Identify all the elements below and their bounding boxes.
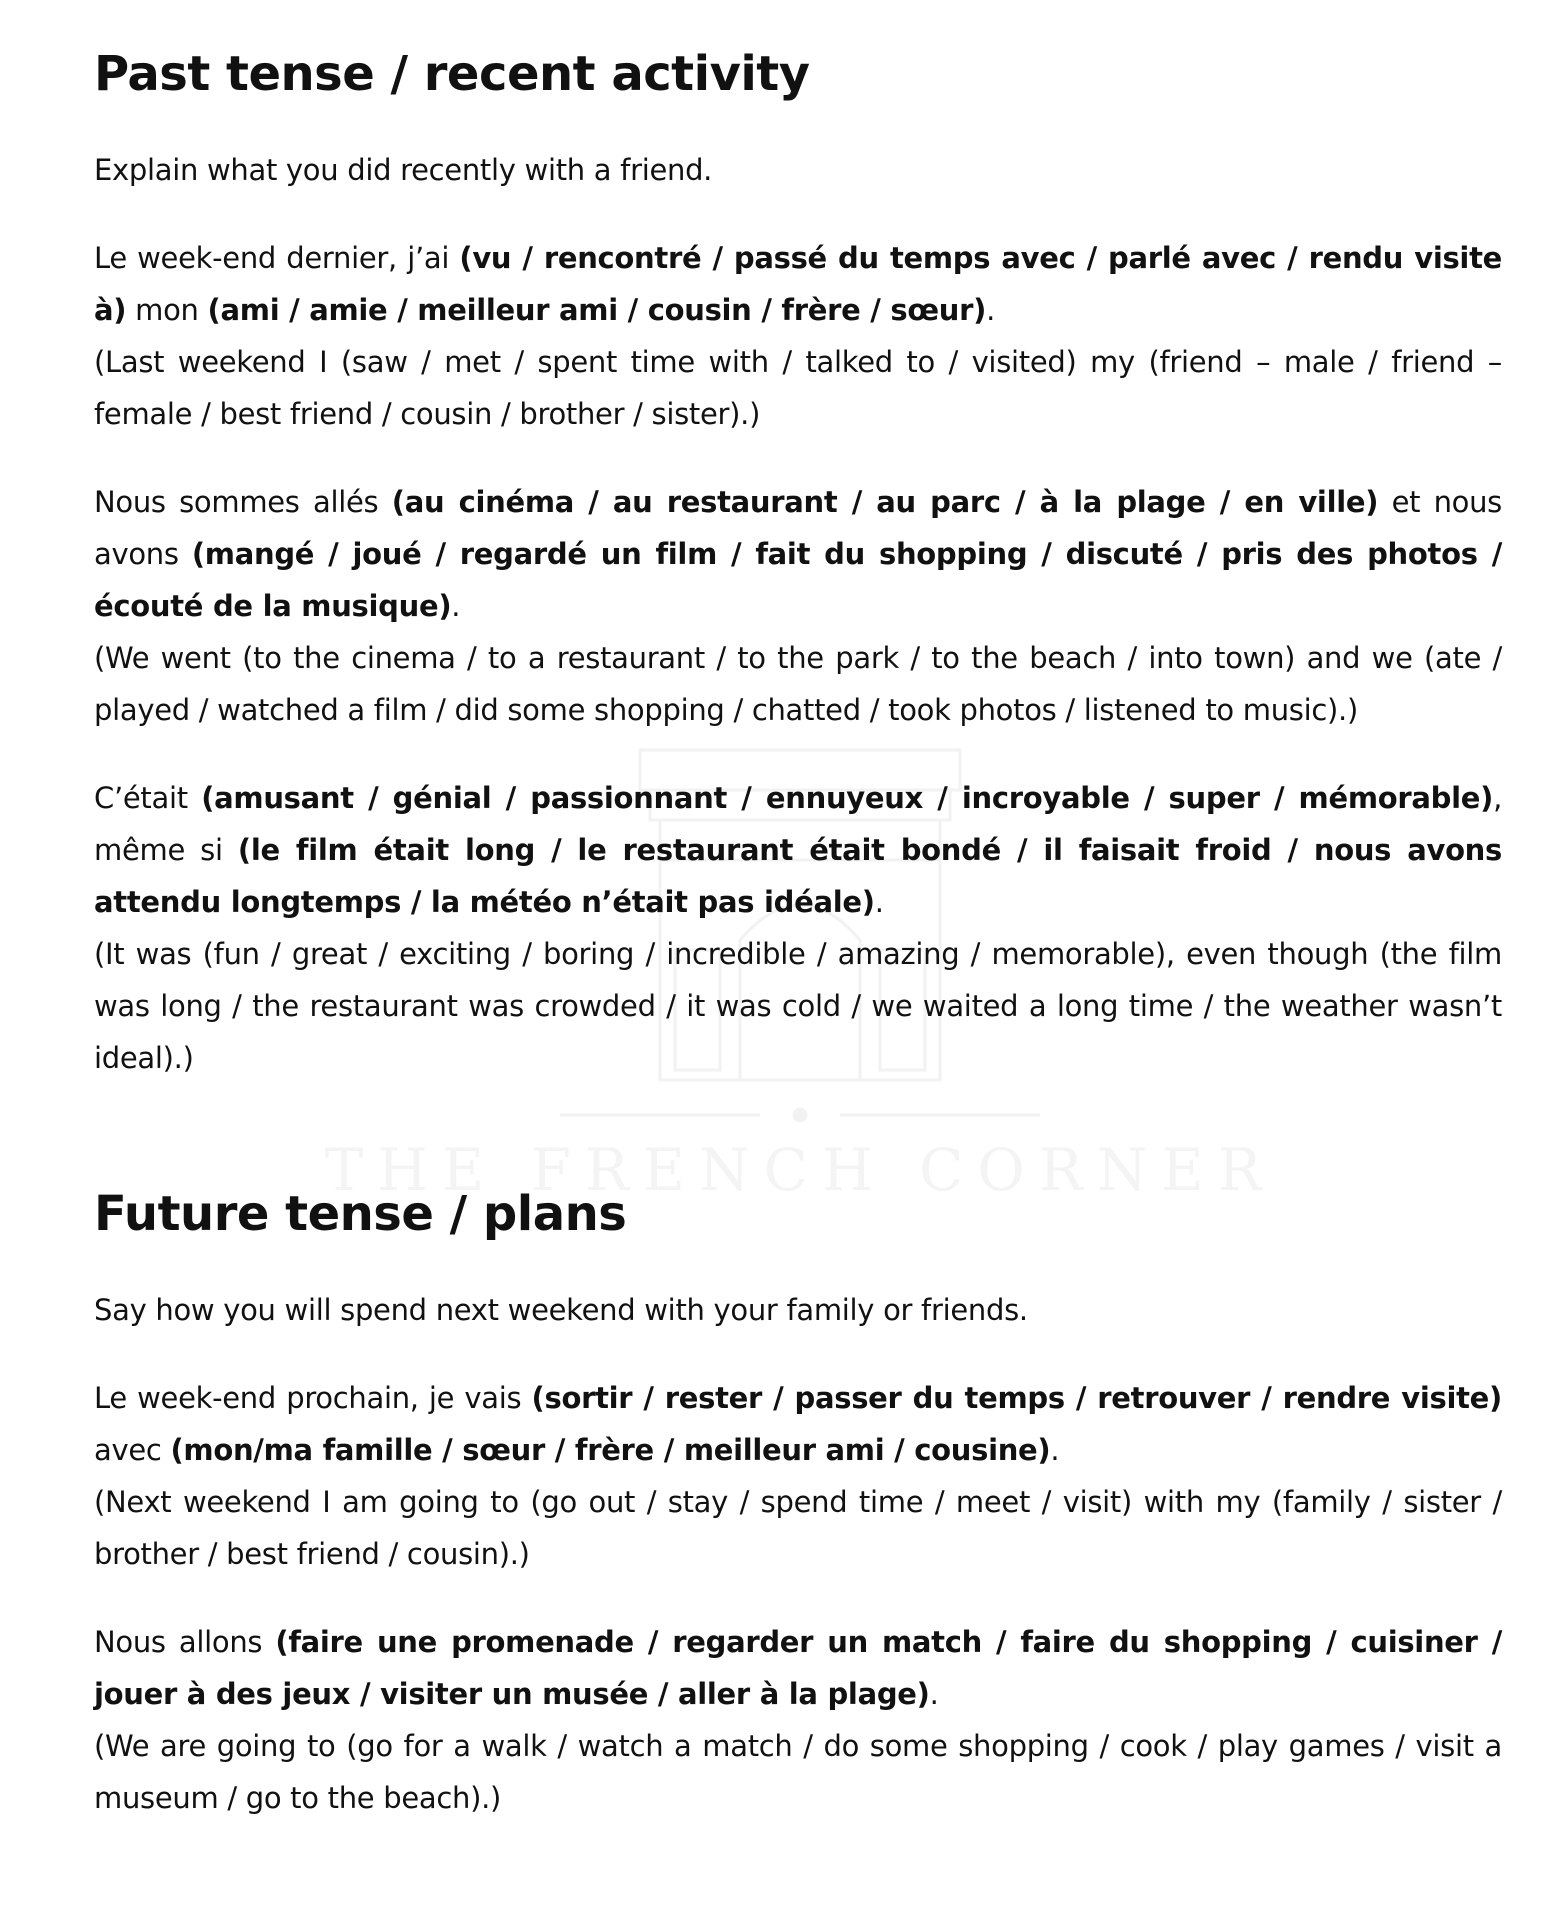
fr-options: (le film était long / le restaurant était bondé / il faisait froid / nous avons attendu longtemps / la météo n’était pas idéale) bbox=[94, 833, 1502, 919]
fr-text: . bbox=[451, 589, 461, 623]
paragraph-future-1 bbox=[94, 1372, 1502, 1580]
watermark-text: THE FRENCH CORNER bbox=[324, 1136, 1276, 1204]
fr-text: , même si bbox=[94, 781, 1502, 867]
en-translation: (We are going to (go for a walk / watch a match / do some shopping / cook / play games / visit a museum / go to the beach).) bbox=[94, 1729, 1502, 1815]
en-translation: (Next weekend I am going to (go out / stay / spend time / meet / visit) with my (family / sister / brother / best friend / cousin).) bbox=[94, 1485, 1502, 1571]
fr-options: (faire une promenade / regarder un match / faire du shopping / cuisiner / jouer à des jeux / visiter un musée / aller à la plage) bbox=[94, 1625, 1502, 1711]
fr-options: (mangé / joué / regardé un film / fait du shopping / discuté / pris des photos / écouté de la musique) bbox=[94, 537, 1502, 623]
section-title-future: Future tense / plans bbox=[94, 1186, 627, 1242]
fr-text: Le week-end prochain, je vais bbox=[94, 1381, 532, 1415]
section-title-past: Past tense / recent activity bbox=[94, 46, 810, 102]
fr-text: mon bbox=[126, 293, 208, 327]
fr-text: C’était bbox=[94, 781, 202, 815]
fr-options: (vu / rencontré / passé du temps avec / parlé avec / rendu visite à) bbox=[94, 241, 1502, 327]
section-intro-future: Say how you will spend next weekend with your family or friends. bbox=[94, 1293, 1028, 1327]
fr-text: . bbox=[986, 293, 995, 327]
paragraph-past-2 bbox=[94, 476, 1502, 736]
fr-text: Nous sommes allés bbox=[94, 485, 392, 519]
fr-text: . bbox=[874, 885, 884, 919]
fr-text: . bbox=[1050, 1433, 1060, 1467]
en-translation: (Last weekend I (saw / met / spent time with / talked to / visited) my (friend – male / friend – female / best friend / cousin / brother / sister).) bbox=[94, 345, 1502, 431]
fr-text: et nous avons bbox=[94, 485, 1502, 571]
fr-options: (au cinéma / au restaurant / au parc / à la plage / en ville) bbox=[391, 485, 1379, 519]
fr-options: (mon/ma famille / sœur / frère / meilleur ami / cousine) bbox=[170, 1433, 1051, 1467]
en-translation: (It was (fun / great / exciting / boring / incredible / amazing / memorable), even though (the film was long / the restaurant was crowded / it was cold / we waited a long time / the weather wasn’t ideal).) bbox=[94, 937, 1502, 1075]
section-intro-past: Explain what you did recently with a friend. bbox=[94, 153, 713, 187]
en-translation: (We went (to the cinema / to a restaurant / to the park / to the beach / into town) and we (ate / played / watched a film / did some shopping / chatted / took photos / listened to music).) bbox=[94, 641, 1502, 727]
fr-options: (ami / amie / meilleur ami / cousin / frère / sœur) bbox=[207, 293, 987, 327]
paragraph-future-2 bbox=[94, 1616, 1502, 1824]
fr-text: avec bbox=[94, 1433, 171, 1467]
document-page bbox=[94, 42, 1502, 1860]
fr-text: . bbox=[929, 1677, 939, 1711]
paragraph-past-1 bbox=[94, 232, 1502, 440]
fr-text: Nous allons bbox=[94, 1625, 276, 1659]
fr-options: (amusant / génial / passionnant / ennuyeux / incroyable / super / mémorable) bbox=[201, 781, 1494, 815]
paragraph-past-3 bbox=[94, 772, 1502, 1084]
fr-text: Le week-end dernier, j’ai bbox=[94, 241, 460, 275]
fr-options: (sortir / rester / passer du temps / retrouver / rendre visite) bbox=[531, 1381, 1502, 1415]
